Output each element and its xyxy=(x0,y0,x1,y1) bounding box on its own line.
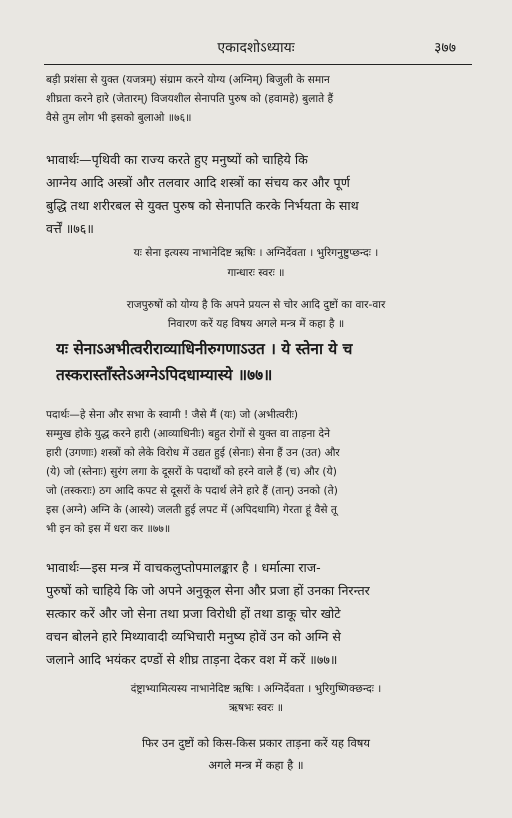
text-line: बड़ी प्रशंसा से युक्त (यजत्रम्) संग्राम करने योग्य (अग्निम्) बिजुली के समान xyxy=(46,74,330,86)
rishi-devata-77-line2: गान्धारः स्वरः ॥ xyxy=(227,267,285,279)
intro-78-line1: फिर उन दुष्टों को किस-किस प्रकार ताड़ना करें यह विषय xyxy=(142,736,370,750)
intro-77-line2: निवारण करें यह विषय अगले मन्त्र में कहा है ॥ xyxy=(167,318,345,330)
text-line: हारी (उगणाः) शस्त्रों को लेके विरोध में उद्यत हुई (सेनाः) सेना हैं उन (उत) और xyxy=(46,447,340,459)
rishi-devata-77-line1: यः सेना इत्यस्य नाभानेदिष्ट ऋषिः । अग्निर्देवता । भुरिगनुष्टुप्छन्दः । xyxy=(133,247,379,259)
verse-76-meaning-end xyxy=(46,71,468,128)
bhavartha-77 xyxy=(46,556,468,671)
page-header xyxy=(0,38,512,60)
text-line: (ये) जो (स्तेनाः) सुरंग लगा के दूसरों के पदार्थों को हरने वाले हैं (च) और (ये) xyxy=(46,466,337,478)
text-line: भावार्थः—पृथिवी का राज्य करते हुए मनुष्यों को चाहिये कि xyxy=(46,152,308,167)
text-line: सम्मुख होके युद्ध करने हारी (आव्याधिनीः) बहुत रोगों से युक्त वा ताड़ना देने xyxy=(46,428,331,440)
text-line: जलाने आदि भयंकर दण्डों से शीघ्र ताड़ना देकर वश में करें ॥७७॥ xyxy=(46,652,338,667)
text-line: वचन बोलने हारे मिथ्यावादी व्यभिचारी मनुष्य होवें उन को अग्नि से xyxy=(46,629,341,644)
padartha-77 xyxy=(46,406,468,539)
text-line: पुरुषों को चाहिये कि जो अपने अनुकूल सेना और प्रजा हों उनका निरन्तर xyxy=(46,583,370,598)
text-line: आग्नेय आदि अस्त्रों और तलवार आदि शस्त्रों का संचय कर और पूर्ण xyxy=(46,175,350,190)
text-line: भी इन को इस में धरा कर ॥७७॥ xyxy=(46,523,171,535)
text-line: जो (तस्कराः) ठग आदि कपट से दूसरों के पदार्थ लेने हारे हैं (तान्) उनको (ते) xyxy=(46,485,338,497)
text-line: भावार्थः—इस मन्त्र में वाचकलुप्तोपमालङ्कार है । धर्मात्मा राज- xyxy=(46,560,321,575)
text-line: वर्त्तें ॥७६॥ xyxy=(46,221,94,236)
page-number: ३७७ xyxy=(434,40,456,56)
mantra-line: यः सेनाऽअभीत्वरीराव्याधिनीरुगणाऽउत । ये स्तेना ये च xyxy=(56,340,353,358)
text-line: वैसे तुम लोग भी इसको बुलाओ ॥७६॥ xyxy=(46,112,192,124)
header-rule xyxy=(44,64,472,65)
text-line: शीघ्रता करने हारे (जेतारम्) विजयशील सेनापति पुरुष को (हवामहे) बुलाते हैं xyxy=(46,93,334,105)
text-line: सत्कार करें और जो सेना तथा प्रजा विरोधी हों तथा डाकू चोर खोटे xyxy=(46,606,341,621)
intro-77-line1: राजपुरुषों को योग्य है कि अपने प्रयत्न से चोर आदि दुष्टों का वार-वार xyxy=(126,299,386,311)
intro-78-line2: अगले मन्त्र में कहा है ॥ xyxy=(208,758,304,772)
text-line: पदार्थः—हे सेना और सभा के स्वामी ! जैसे मैं (यः) जो (अभीत्वरीः) xyxy=(46,409,299,421)
mantra-line: तस्करास्ताँस्तेऽअग्नेऽपिदधाम्यास्ये ॥७७॥ xyxy=(56,366,273,384)
text-line: बुद्धि तथा शरीरबल से युक्त पुरुष को सेनापति करके निर्भयता के साथ xyxy=(46,198,359,213)
bhavartha-76 xyxy=(46,148,468,240)
text-line: इस (अग्ने) अग्नि के (आस्ये) जलती हुई लपट में (अपिदधामि) गेरता हूं वैसे तू xyxy=(46,504,337,516)
mantra-77 xyxy=(56,336,472,388)
rishi-devata-78-line2: ऋषभः स्वरः ॥ xyxy=(228,702,284,714)
chapter-title: एकादशोऽध्यायः xyxy=(217,40,295,56)
rishi-devata-78-line1: दंष्ट्राभ्यामित्यस्य नाभानेदिष्ट ऋषिः । अग्निर्देवता । भुरिगुष्णिक्छन्दः । xyxy=(130,683,382,695)
